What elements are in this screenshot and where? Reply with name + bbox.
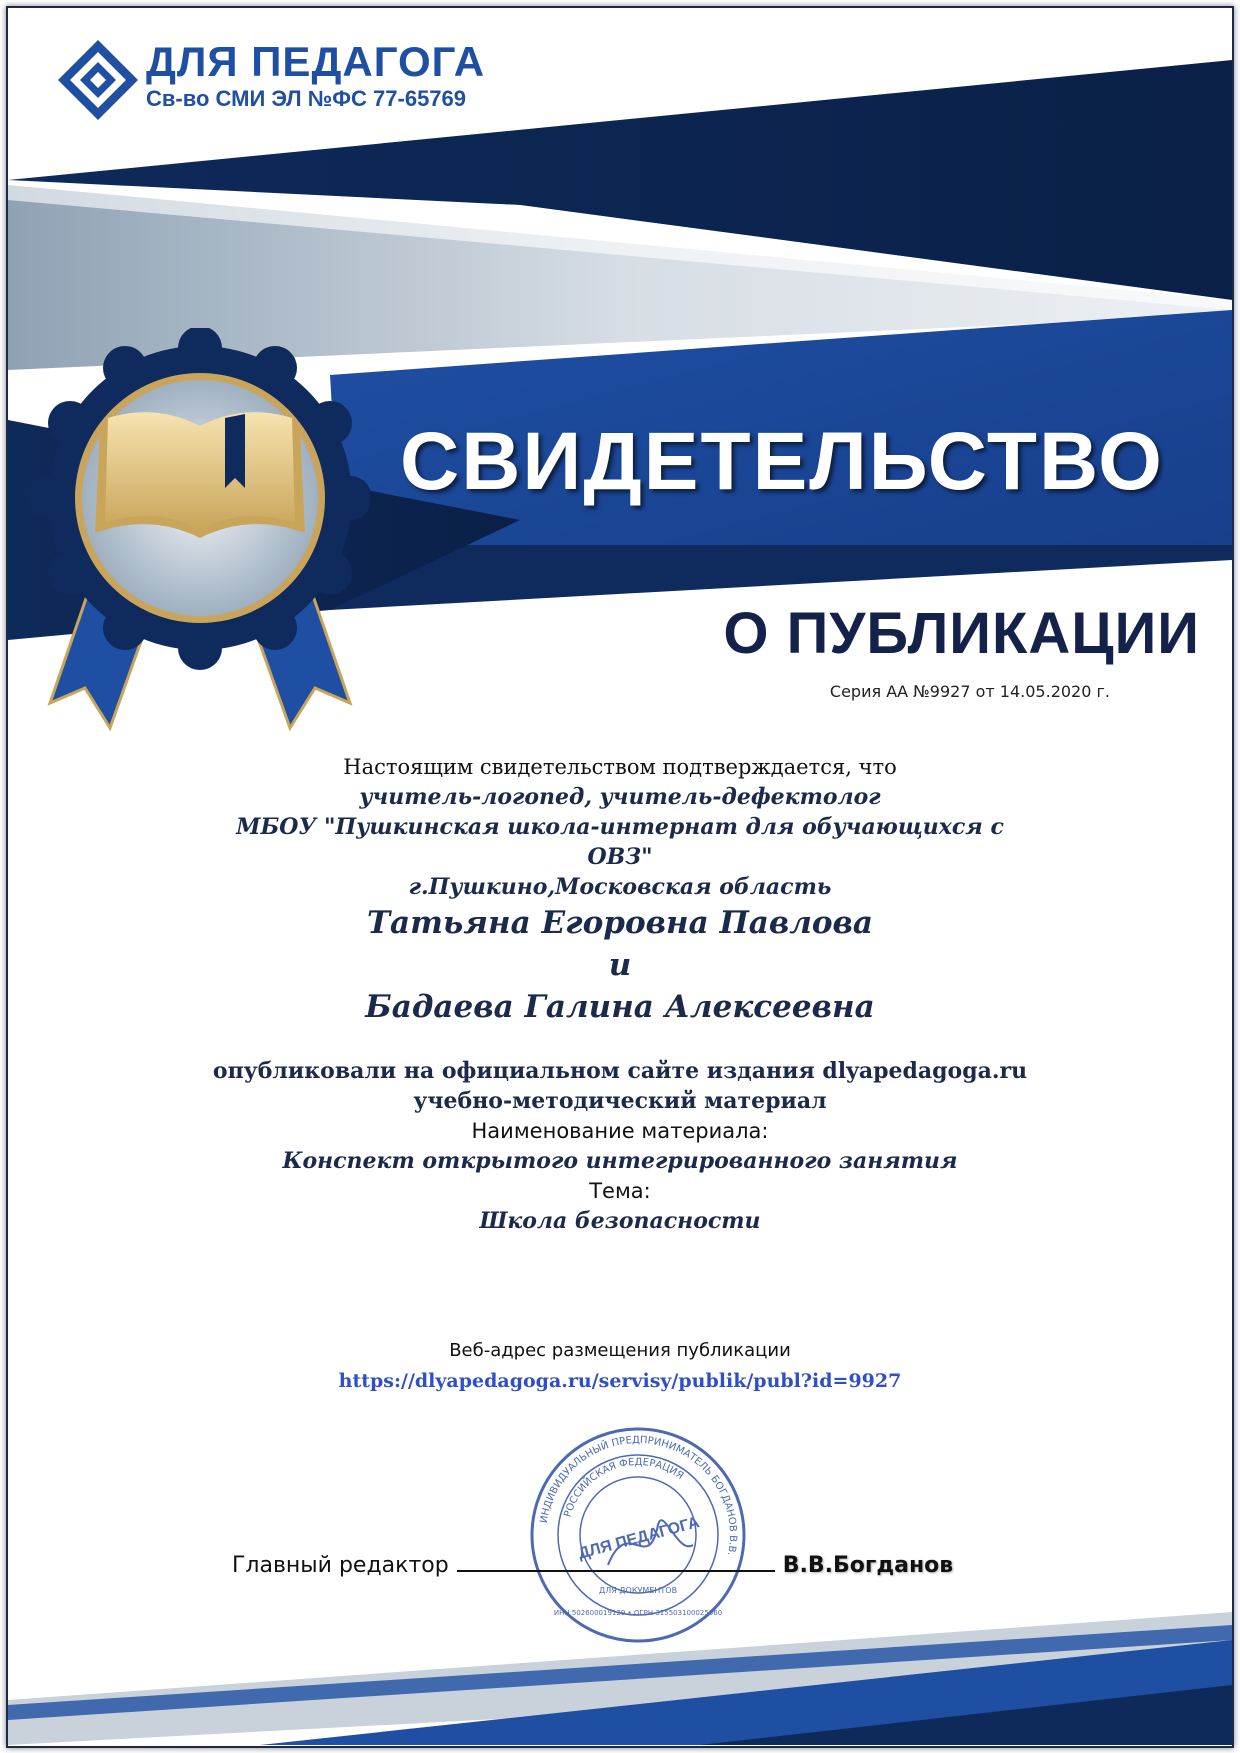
author-2: Бадаева Галина Алексеевна [365, 989, 875, 1025]
location: г.Пушкино,Московская область [408, 874, 832, 900]
brand-name: ДЛЯ ПЕДАГОГА [146, 38, 486, 85]
position: учитель-логопед, учитель-дефектолог [359, 784, 881, 810]
page-border [6, 6, 1234, 1748]
brand-registration: Св-во СМИ ЭЛ №ФС 77-65769 [146, 86, 467, 111]
publication-link[interactable]: https://dlyapedagoga.ru/servisy/publik/publ?id=9927 [338, 1370, 902, 1392]
confirm-text: Настоящим свидетельством подтверждается, что [343, 755, 897, 779]
topic: Школа безопасности [479, 1208, 761, 1234]
stamp-ring-text: ИНДИВИДУАЛЬНЫЙ ПРЕДПРИНИМАТЕЛЬ БОГДАНОВ В.В. [538, 1434, 739, 1557]
stamp-numbers-text: ИНН 502600019129 • ОГРН 315503100025060 [553, 1609, 723, 1617]
organization-line-1: МБОУ "Пушкинская школа-интернат для обучающихся с [236, 814, 1004, 840]
organization-line-2: ОВЗ" [587, 844, 653, 870]
stamp-bottom-text: ДЛЯ ДОКУМЕНТОВ [598, 1586, 678, 1595]
editor-role: Главный редактор [232, 1553, 449, 1578]
editor-name: В.В.Богданов [782, 1553, 954, 1578]
stamp-center-text: ДЛЯ ПЕДАГОГА [576, 1514, 702, 1563]
published-text: опубликовали на официальном сайте издания dlyapedagoga.ru [212, 1058, 1028, 1084]
conjunction: и [608, 947, 632, 983]
topic-label: Тема: [589, 1179, 651, 1203]
web-address-label: Веб-адрес размещения публикации [449, 1340, 791, 1361]
certificate-title: СВИДЕТЕЛЬСТВО [400, 416, 1164, 507]
material-label: Наименование материала: [471, 1119, 769, 1143]
certificate-subtitle: О ПУБЛИКАЦИИ [723, 601, 1200, 666]
certificate-series: Серия АА №9927 от 14.05.2020 г. [829, 682, 1110, 701]
material-name: Конспект открытого интегрированного занятия [282, 1148, 958, 1174]
material-type: учебно-методический материал [413, 1088, 827, 1114]
stamp-inner-text: РОССИЙСКАЯ ФЕДЕРАЦИЯ [562, 1456, 686, 1519]
author-1: Татьяна Егоровна Павлова [366, 905, 874, 941]
